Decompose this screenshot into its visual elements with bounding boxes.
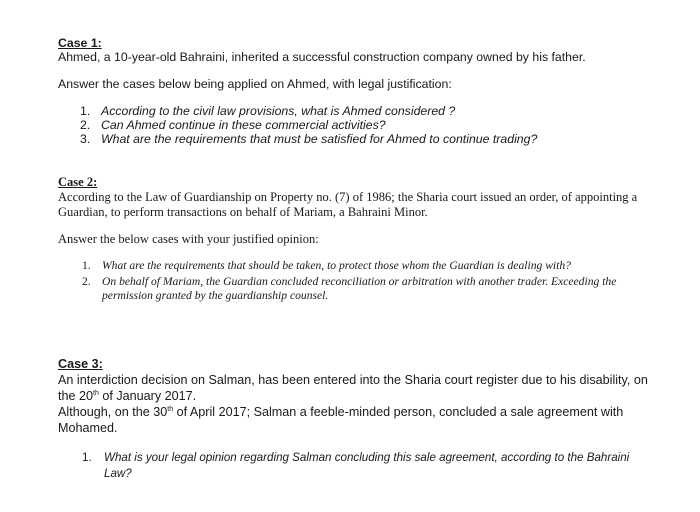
case-3-question-list: [58, 450, 658, 482]
case-1-title: Case 1:: [58, 36, 102, 50]
question-number: 2.: [82, 275, 91, 288]
question-text: What are the requirements that should be taken, to protect those whom the Guardian is dealing with?: [102, 259, 571, 272]
question-number: 1.: [80, 104, 91, 118]
case-2-question: [58, 275, 662, 303]
case-1-question: [58, 118, 658, 132]
ordinal-suffix: th: [167, 405, 174, 413]
case-3-section: [58, 356, 658, 482]
body-text: Although, on the 30: [58, 405, 168, 419]
case-1-answer-prompt: Answer the cases below being applied on Ahmed, with legal justification:: [58, 77, 452, 91]
case-2-title: Case 2:: [58, 175, 98, 189]
case-3-question: [58, 450, 654, 482]
question-number: 3.: [80, 132, 91, 146]
case-2-body: According to the Law of Guardianship on Property no. (7) of 1986; the Sharia court issued an order, of appointing a Guardian, to perform transactions on behalf of Mariam, a Bahraini Minor.: [58, 190, 638, 219]
case-1-question: [58, 104, 658, 118]
case-2-section: [58, 175, 658, 305]
question-text: Can Ahmed continue in these commercial activities?: [101, 118, 386, 132]
case-1-question-list: [58, 104, 658, 146]
case-1-question: [58, 132, 658, 146]
case-1-intro: Ahmed, a 10-year-old Bahraini, inherited a successful construction company owned by his father.: [58, 50, 586, 64]
question-text: According to the civil law provisions, what is Ahmed considered ?: [101, 104, 456, 118]
body-text: An interdiction decision on Salman, has been entered into the Sharia court register due to his disability, on the 20: [58, 373, 648, 403]
case-3-body-paragraph-1: [58, 372, 648, 404]
body-text: of April 2017; Salman a feeble-minded person, concluded a sale agreement with Mohamed.: [58, 405, 624, 435]
question-text: What is your legal opinion regarding Salman concluding this sale agreement, according to the Bahraini Law?: [104, 451, 630, 480]
case-3-title: Case 3:: [58, 357, 103, 371]
case-1-section: [58, 36, 658, 146]
case-3-body-paragraph-2: [58, 404, 648, 436]
case-2-answer-prompt: Answer the below cases with your justified opinion:: [58, 232, 319, 246]
body-text: of January 2017.: [98, 389, 197, 403]
question-text: On behalf of Mariam, the Guardian concluded reconciliation or arbitration with another trader. Exceeding the permission granted by the guardianship counsel.: [102, 275, 617, 302]
case-2-question-list: [58, 259, 658, 303]
question-number: 1.: [82, 259, 91, 272]
question-text: What are the requirements that must be satisfied for Ahmed to continue trading?: [101, 132, 538, 146]
question-number: 2.: [80, 118, 91, 132]
case-2-question: [58, 259, 662, 273]
ordinal-suffix: th: [93, 389, 99, 397]
question-number: 1.: [82, 451, 92, 464]
